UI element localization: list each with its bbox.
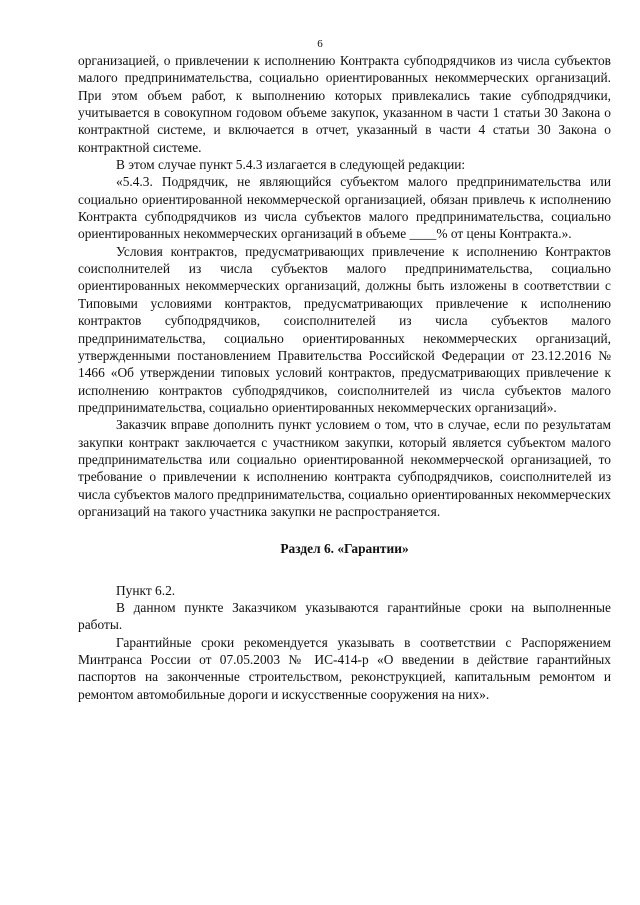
paragraph-contract-conditions: Условия контрактов, предусматривающих привлечение к исполнению Контрактов соисполнителей из числа субъектов малого предпринимательства, социально ориентированных некоммерческих организаций, должны быть изложены в соответствии с Типовыми условиями контрактов, предусматривающих привлечение к исполнению контрактов субподрядчиков, соисполнителей из числа субъектов малого предпринимательства, социально ориентированных некоммерческих организаций, утвержденными постановлением Правительства Российской Федерации от 23.12.2016 № 1466 «Об утверждении типовых условий контрактов, предусматривающих привлечение к исполнению контрактов субподрядчиков, соисполнителей из числа субъектов малого предпринимательства, социально ориентированных некоммерческих организаций». bbox=[78, 243, 611, 415]
paragraph-warranty-terms: В данном пункте Заказчиком указываются гарантийные сроки на выполненные работы. bbox=[78, 599, 611, 633]
page-number: 6 bbox=[317, 38, 323, 50]
paragraph-clause-5-4-3: «5.4.3. Подрядчик, не являющийся субъектом малого предпринимательства или социально ориентированной некоммерческой организацией, обязан привлечь к исполнению Контракта субподрядчиков из числа субъектов малого предпринимательства, социально ориентированных некоммерческих организаций в объеме ____% от цены Контракта.». bbox=[78, 174, 611, 242]
document-body bbox=[78, 52, 611, 703]
paragraph-customer-option: Заказчик вправе дополнить пункт условием о том, что в случае, если по результатам закупки контракт заключается с участником закупки, который является субъектом малого предпринимательства или социально ориентированной некоммерческой организацией, то требование о привлечении к исполнению контракта субподрядчиков, соисполнителей из числа субъектов малого предпринимательства, социально ориентированных некоммерческих организаций на такого участника закупки не распространяется. bbox=[78, 417, 611, 519]
paragraph-item-6-2: Пункт 6.2. bbox=[116, 582, 176, 598]
paragraph-continuation: организацией, о привлечении к исполнению Контракта субподрядчиков из числа субъектов малого предпринимательства, социально ориентированных некоммерческих организаций. При этом объем работ, к выполнению которых привлекались такие субподрядчики, учитывается в совокупном годовом объеме закупок, указанном в части 1 статьи 30 Закона о контрактной системе, и включается в отчет, указанный в части 4 статьи 30 Закона о контрактной системе. bbox=[78, 53, 611, 155]
paragraph-edit-intro: В этом случае пункт 5.4.3 излагается в следующей редакции: bbox=[116, 157, 466, 173]
paragraph-warranty-reference: Гарантийные сроки рекомендуется указывать в соответствии с Распоряжением Минтранса России от 07.05.2003 № ИС-414-р «О введении в действие гарантийных паспортов на законченные строительством, реконструкцией, капитальным ремонтом и ремонтом автомобильные дороги и искусственные сооружения на них». bbox=[78, 634, 611, 702]
section-heading: Раздел 6. «Гарантии» bbox=[280, 541, 409, 557]
